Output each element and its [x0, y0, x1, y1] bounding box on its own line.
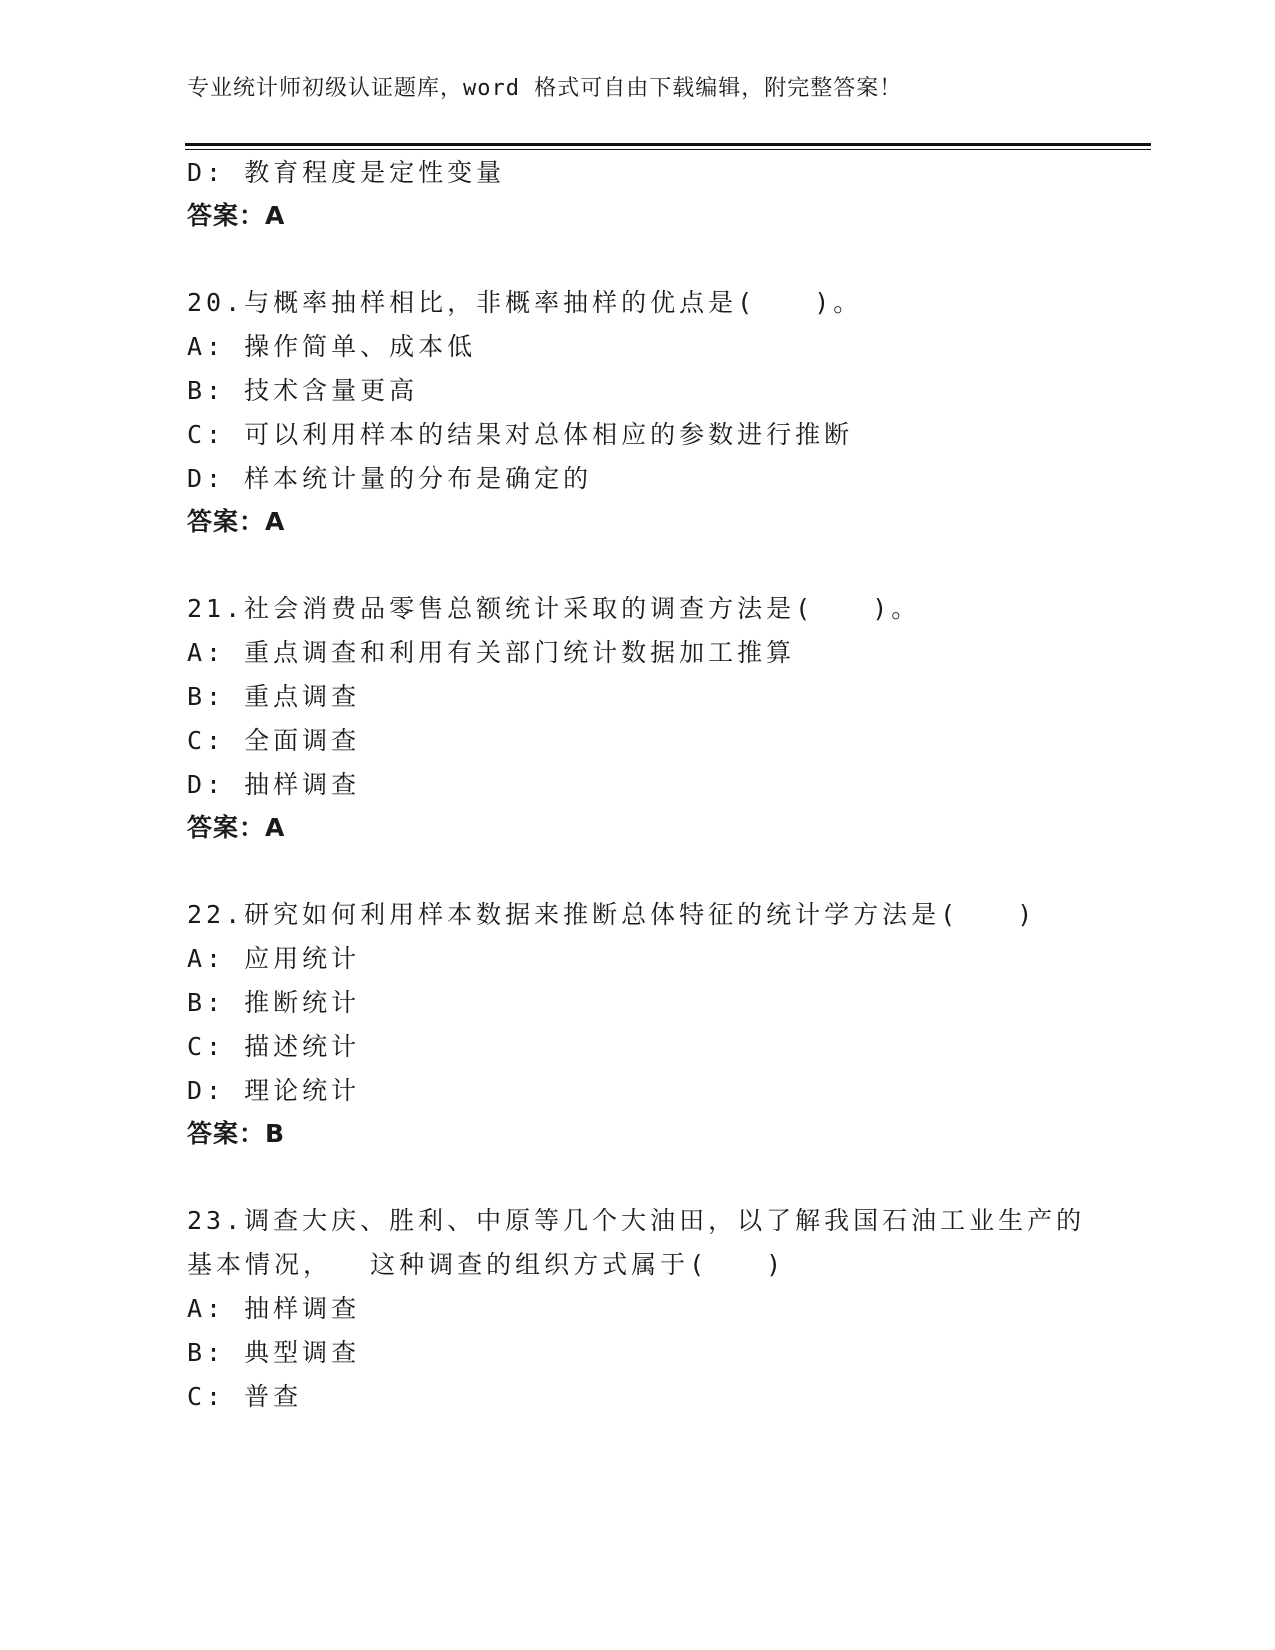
question-20: 20.与概率抽样相比，非概率抽样的优点是( )。	[187, 288, 863, 317]
header-rule-thick	[185, 143, 1151, 146]
option-d-q22: D: 理论统计	[187, 1076, 361, 1105]
answer-q21: 答案：A	[187, 813, 286, 842]
option-a-q21: A: 重点调查和利用有关部门统计数据加工推算	[187, 638, 796, 667]
option-d-q19: D: 教育程度是定性变量	[187, 158, 506, 187]
option-a-q20: A: 操作简单、成本低	[187, 332, 477, 361]
question-22: 22.研究如何利用样本数据来推断总体特征的统计学方法是( )	[187, 900, 1037, 929]
option-b-q22: B: 推断统计	[187, 988, 361, 1017]
option-b-q21: B: 重点调查	[187, 682, 361, 711]
option-d-q21: D: 抽样调查	[187, 770, 361, 799]
header-rule-thin	[185, 149, 1151, 150]
option-b-q20: B: 技术含量更高	[187, 376, 419, 405]
option-b-q23: B: 典型调查	[187, 1338, 361, 1367]
page-header: 专业统计师初级认证题库，word 格式可自由下载编辑，附完整答案！	[187, 76, 903, 101]
question-23-line-2: 基本情况， 这种调查的组织方式属于( )	[187, 1250, 786, 1279]
answer-q20: 答案：A	[187, 507, 286, 536]
option-d-q20: D: 样本统计量的分布是确定的	[187, 464, 593, 493]
question-23-line-1: 23.调查大庆、胜利、中原等几个大油田，以了解我国石油工业生产的	[187, 1206, 1086, 1235]
option-c-q23: C: 普查	[187, 1382, 303, 1411]
option-c-q20: C: 可以利用样本的结果对总体相应的参数进行推断	[187, 420, 854, 449]
answer-q19: 答案：A	[187, 201, 286, 230]
question-21: 21.社会消费品零售总额统计采取的调查方法是( )。	[187, 594, 921, 623]
answer-q22: 答案：B	[187, 1119, 286, 1148]
option-c-q22: C: 描述统计	[187, 1032, 361, 1061]
option-c-q21: C: 全面调查	[187, 726, 361, 755]
option-a-q23: A: 抽样调查	[187, 1294, 361, 1323]
option-a-q22: A: 应用统计	[187, 944, 361, 973]
